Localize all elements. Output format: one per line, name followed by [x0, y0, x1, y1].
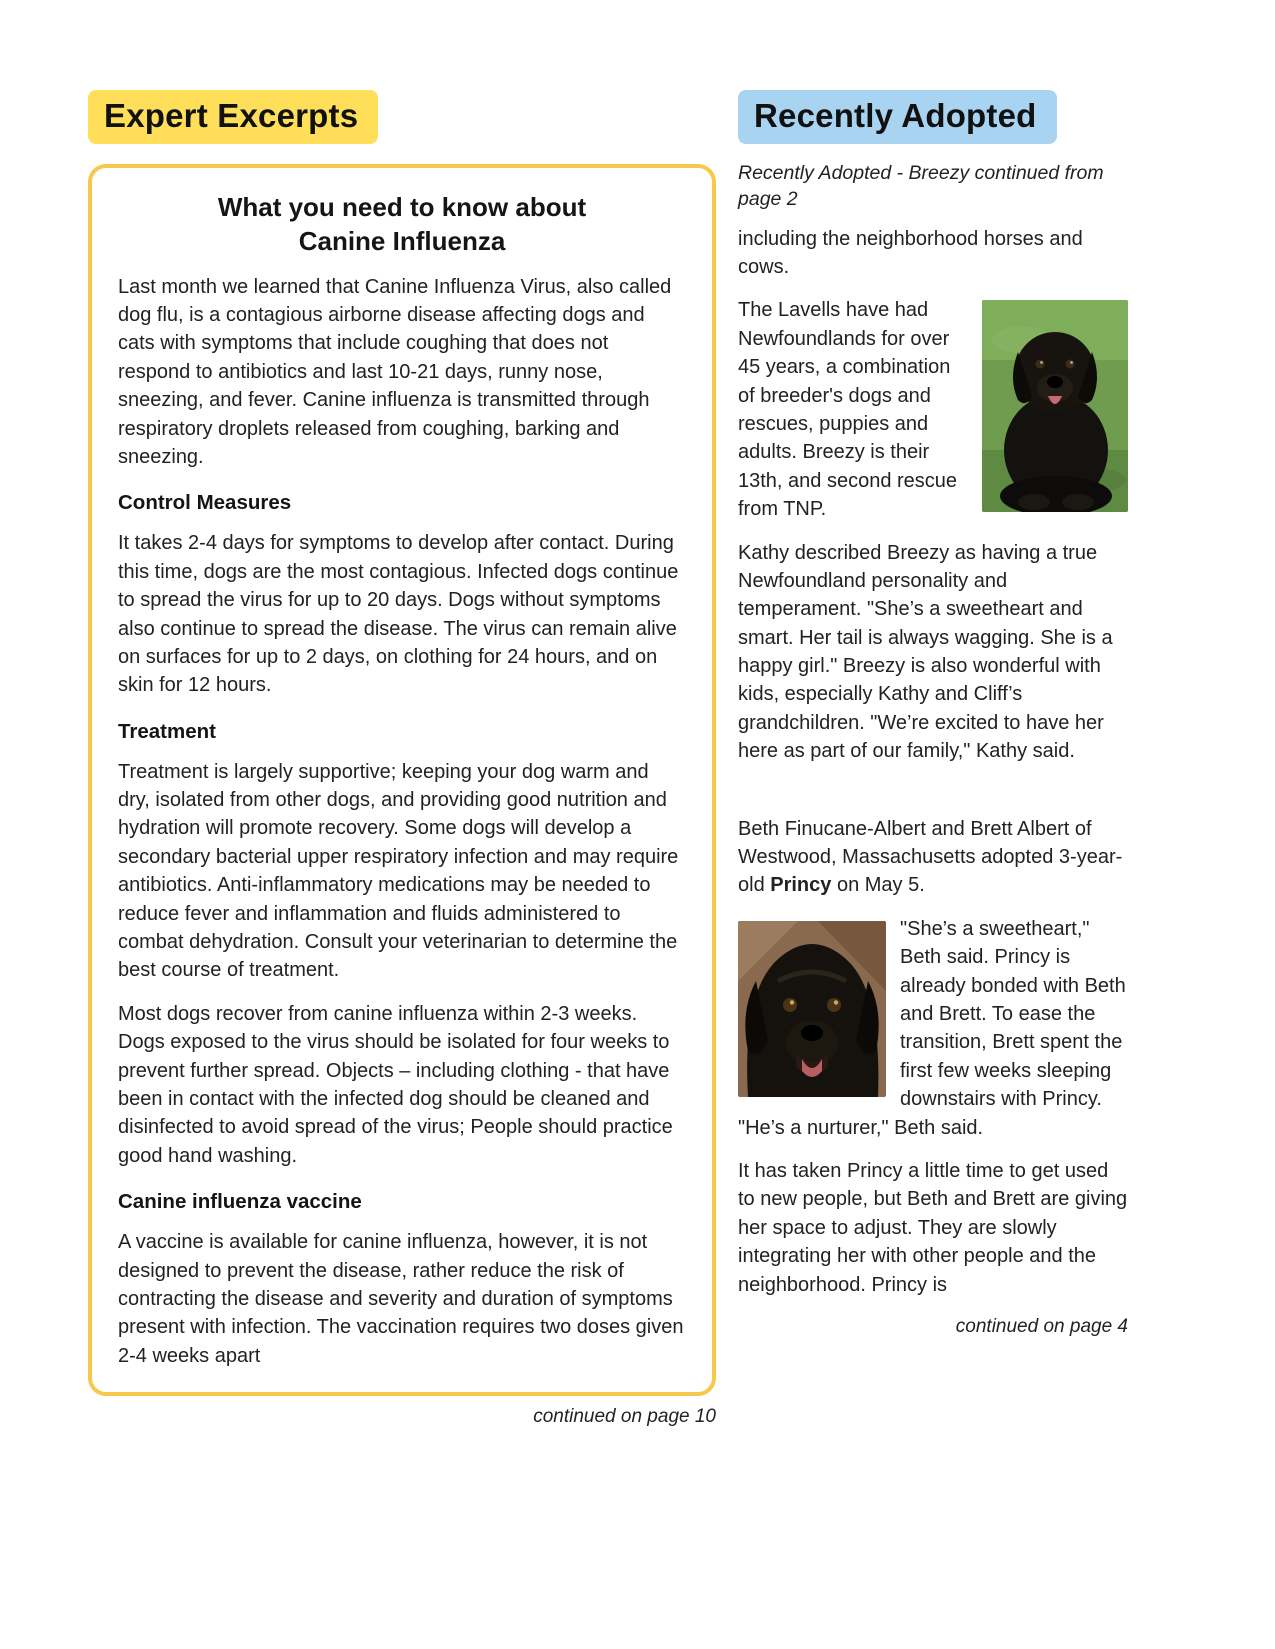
- treatment-heading: Treatment: [118, 719, 216, 743]
- left-column: [88, 90, 716, 1649]
- recently-adopted-label: Recently Adopted: [754, 97, 1037, 134]
- control-measures-paragraph: It takes 2-4 days for symptoms to develop after contact. During this time, dogs are the most contagious. Infected dogs continue to spread the virus for up to 20 days. Dogs without symptoms also continue to spread the disease. The virus can remain alive on surfaces for up to 2 days, on clothing for 24 hours, and on skin for 12 hours.: [118, 532, 679, 697]
- princy-photo: [738, 921, 886, 1097]
- princy-paragraph-2: It has taken Princy a little time to get used to new people, but Beth and Brett are giving her space to adjust. They are slowly integrating her with other people and the neighborhood. Princy is: [738, 1159, 1128, 1296]
- princy-intro-before: Beth Finucane-Albert and Brett Albert of Westwood, Massachusetts adopted 3-year-old: [738, 817, 1123, 897]
- expert-excerpts-label: Expert Excerpts: [104, 97, 359, 134]
- treatment-paragraph-2: Most dogs recover from canine influenza within 2-3 weeks. Dogs exposed to the virus should be isolated for four weeks to prevent further spread. Objects – including clothing - that have been in contact with the infected dog should be cleaned and disinfected to avoid spread of the virus; People should practice good hand washing.: [118, 1002, 673, 1167]
- breezy-paragraph-2: The Lavells have had Newfoundlands for over 45 years, a combination of breeder's dogs and rescues, puppies and adults. Breezy is their 13th, and second rescue from TNP.: [738, 299, 958, 521]
- princy-paragraph-1: "She’s a sweetheart," Beth said. Princy is already bonded with Beth and Brett. To ease the transition, Brett spent the first few weeks sleeping downstairs with Princy. "He’s a nurturer," Beth said.: [738, 917, 1126, 1139]
- expert-excerpts-heading: [88, 90, 378, 144]
- article-title-line1: What you need to know about: [217, 192, 587, 222]
- article-intro-paragraph: Last month we learned that Canine Influenza Virus, also called dog flu, is a contagious airborne disease affecting dogs and cats with symptoms that include coughing that does not respond to antibiotics and last 10-21 days, runny nose, sneezing, and fever. Canine influenza is transmitted through respiratory droplets released from coughing, barking and sneezing.: [118, 275, 672, 468]
- article-title: [118, 190, 686, 259]
- right-continued-note: continued on page 4: [955, 1315, 1128, 1337]
- continued-from-note: Recently Adopted - Breezy continued from page 2: [738, 162, 1104, 211]
- article-title-line2: Canine Influenza: [298, 226, 506, 257]
- princy-intro-after: on May 5.: [831, 874, 925, 897]
- breezy-paragraph-2-wrap: [738, 296, 1128, 538]
- breezy-paragraph-1: including the neighborhood horses and cows.: [738, 227, 1083, 279]
- right-column: [738, 90, 1128, 1649]
- left-continued-note: continued on page 10: [533, 1406, 716, 1428]
- breezy-paragraph-3: Kathy described Breezy as having a true Newfoundland personality and temperament. "She’s a sweetheart and smart. Her tail is always wagging. She is a happy girl." Breezy is also wonderful with kids, especially Kathy and Cliff’s grandchildren. "We’re excited to have her here as part of our family," Kathy said.: [738, 541, 1113, 763]
- vaccine-heading: Canine influenza vaccine: [118, 1190, 362, 1214]
- vaccine-paragraph: A vaccine is available for canine influenza, however, it is not designed to prevent the disease, rather reduce the risk of contracting the disease and severity and duration of symptoms present with infection. The vaccination requires two doses given 2-4 weeks apart: [118, 1231, 684, 1367]
- treatment-paragraph-1: Treatment is largely supportive; keeping your dog warm and dry, isolated from other dogs, and providing good nutrition and hydration will promote recovery. Some dogs will develop a secondary bacterial upper respiratory infection and may require antibiotics. Anti-inflammatory medications may be needed to reduce fever and inflammation and fluids administered to combat dehydration. Consult your veterinarian to determine the best course of treatment.: [118, 760, 679, 982]
- canine-influenza-article-box: [88, 164, 716, 1396]
- princy-intro-paragraph: [738, 815, 1128, 900]
- princy-paragraph-wrap: [738, 915, 1128, 1157]
- breezy-photo: [982, 300, 1128, 512]
- recently-adopted-heading: [738, 90, 1057, 144]
- control-measures-heading: Control Measures: [118, 491, 292, 515]
- princy-name-bold: Princy: [770, 874, 832, 897]
